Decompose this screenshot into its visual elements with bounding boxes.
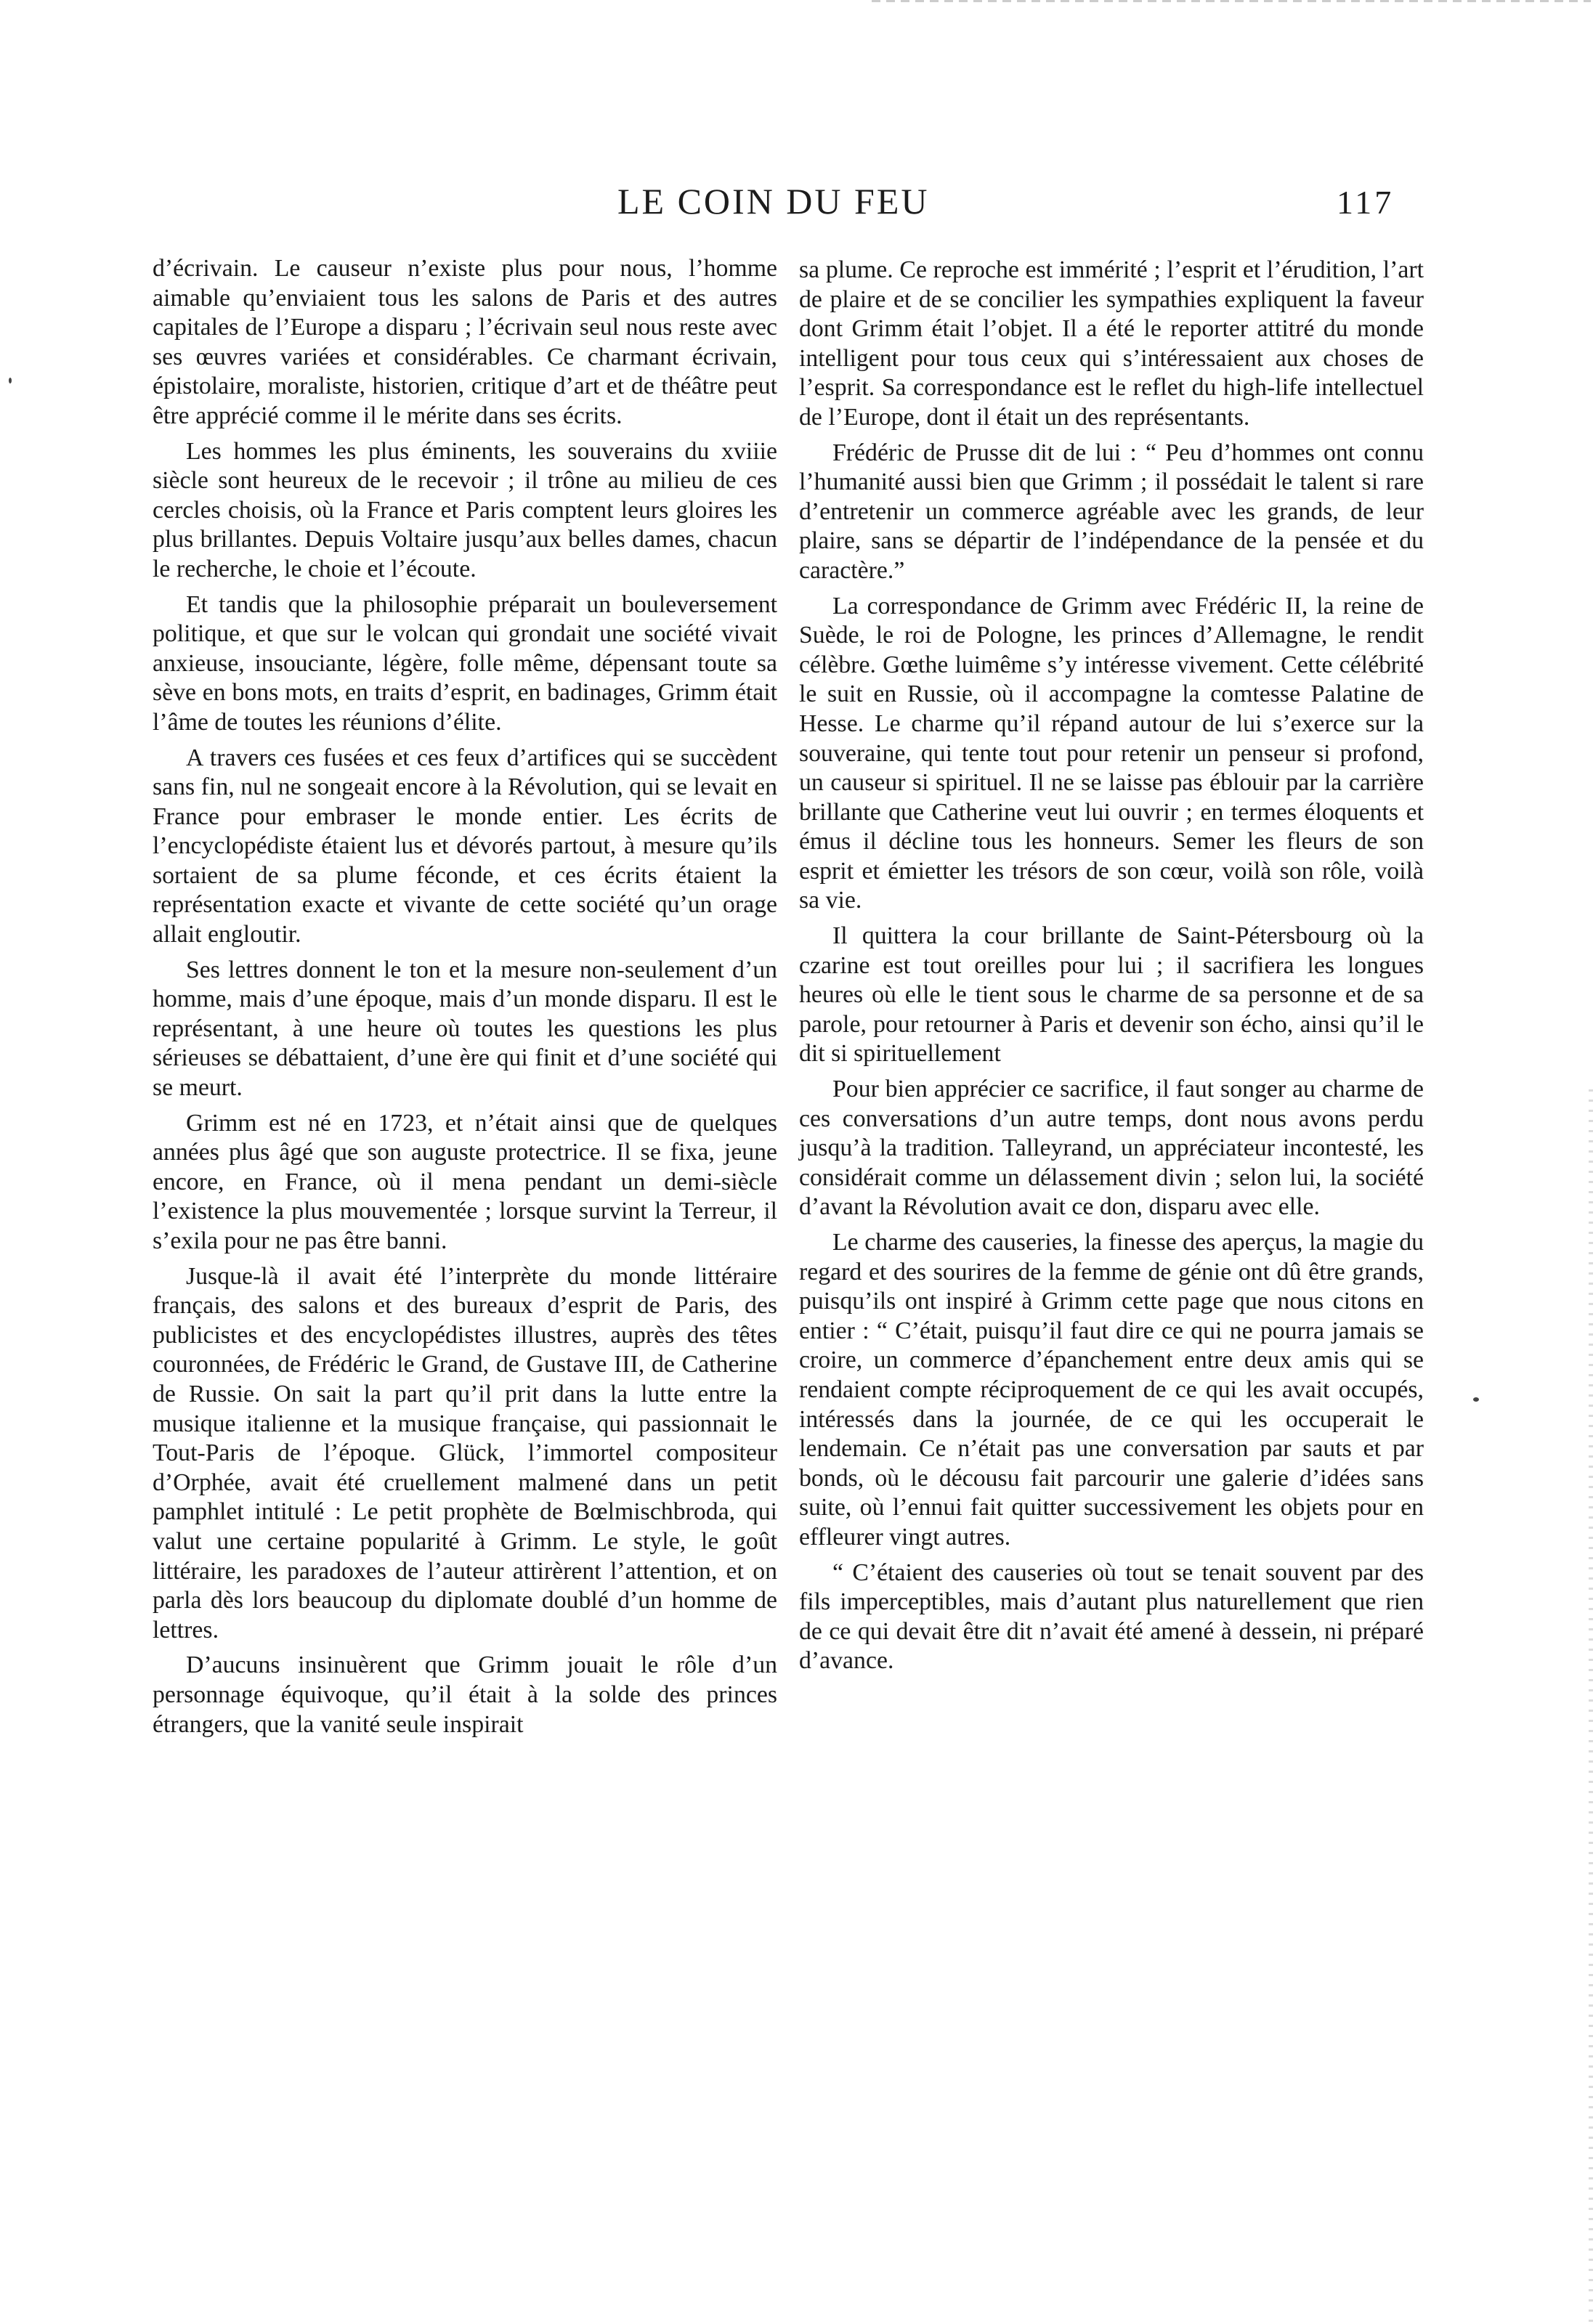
paragraph: Ses lettres donnent le ton et la mesure non-seulement d’un homme, mais d’une époque, mais d’un monde disparu. Il est le représentant, à une heure où toutes les questions les plus sérieuses se débattaient, d’une ère qui finit et d’une société qui se meurt. <box>153 956 777 1102</box>
ink-speck <box>9 378 12 383</box>
paragraph: Pour bien apprécier ce sacrifice, il faut songer au charme de ces conversations d’un autre temps, dont nous avons perdu jusqu’à la tradition. Talleyrand, un appréciateur incontesté, les considérait comme un délassement divin ; selon lui, la société d’avant la Révolution avait ce don, disparu avec elle. <box>799 1076 1424 1221</box>
paragraph: D’aucuns insinuèrent que Grimm jouait le rôle d’un personnage équivoque, qu’il était à la solde des princes étrangers, que la vanité seule inspirait <box>153 1651 777 1738</box>
paragraph: sa plume. Ce reproche est immérité ; l’esprit et l’érudition, l’art de plaire et de se concilier les sympathies expliquent la faveur dont Grimm était l’objet. Il a été le reporter attitré du monde intelligent pour tous ceux qui s’intéressaient aux choses de l’esprit. Sa correspondance est le reflet du high-life intellectuel de l’Europe, dont il était un des représentants. <box>799 256 1424 431</box>
paragraph: Le charme des causeries, la finesse des aperçus, la magie du regard et des sourires de la femme de génie ont dû être grands, puisqu’ils ont inspiré à Grimm cette page que nous citons en entier : “ C’était, puisqu’il faut dire ce qui ne pourra jamais se croire, un commerce d’épanchement entre deux amis qui se rendaient compte réciproquement de ce qui les avait occupés, intéressés dans la journée, de ce qui les occuperait le lendemain. Ce n’était pas une conversation par sauts et par bonds, où le décousu fait parcourir une galerie d’idées sans suite, où l’ennui fait quitter successivement les objets pour en effleurer vingt autres. <box>799 1229 1424 1551</box>
left-column <box>153 254 777 1745</box>
paragraph: Il quittera la cour brillante de Saint-Pétersbourg où la czarine est tout oreilles pour lui ; il sacrifiera les longues heures où elle le tient sous le charme de sa personne et de sa parole, pour retourner à Paris et devenir son écho, ainsi qu’il le dit si spirituellement <box>799 922 1424 1068</box>
scan-edge-top <box>872 0 1591 2</box>
paragraph: Et tandis que la philosophie préparait un bouleversement politique, et que sur le volcan qui grondait une société vivait anxieuse, insouciante, légère, folle même, dépensant toute sa sève en bons mots, en traits d’esprit, en badinages, Grimm était l’âme de toutes les réunions d’élite. <box>153 590 777 736</box>
running-head: LE COIN DU FEU <box>617 181 930 222</box>
paragraph: d’écrivain. Le causeur n’existe plus pour nous, l’homme aimable qu’enviaient tous les salons de Paris et des autres capitales de l’Europe a disparu ; l’écrivain seul nous reste avec ses œuvres variées et considérables. Ce charmant écrivain, épistolaire, moraliste, historien, critique d’art et de théâtre peut être apprécié comme il le mérite dans ses écrits. <box>153 255 777 429</box>
paragraph: Frédéric de Prusse dit de lui : “ Peu d’hommes ont connu l’humanité aussi bien que Grimm ; il possédait le talent si rare d’entretenir un commerce agréable avec les grands, de leur plaire, sans se départir de l’indépendance de la pensée et du caractère.” <box>799 439 1424 584</box>
page-number: 117 <box>1337 184 1395 221</box>
paragraph: Jusque-là il avait été l’interprète du monde littéraire français, des salons et des bureaux d’esprit de Paris, des publicistes et des encyclopédistes illustres, auprès des têtes couronnées, de Frédéric le Grand, de Gustave III, de Catherine de Russie. On sait la part qu’il prit dans la lutte entre la musique italienne et la musique française, qui passionnait le Tout-Paris de l’époque. Glück, l’immortel compositeur d’Orphée, avait été cruellement malmené dans un petit pamphlet intitulé : Le petit prophète de Bœlmischbroda, qui valut une certaine popularité à Grimm. Le style, le goût littéraire, les paradoxes de l’auteur attirèrent l’attention, et on parla dès lors beaucoup du diplomate doublé d’un homme de lettres. <box>153 1262 777 1644</box>
paragraph: A travers ces fusées et ces feux d’artifices qui se succèdent sans fin, nul ne songeait encore à la Révolution, qui se levait en France pour embraser le monde entier. Les écrits de l’encyclopédiste étaient lus et dévorés partout, à mesure qu’ils sortaient de sa plume féconde, et ces écrits étaient la représentation exacte et vivante de cette société qu’un orage allait engloutir. <box>153 744 777 948</box>
paragraph: Grimm est né en 1723, et n’était ainsi que de quelques années plus âgé que son auguste protectrice. Il se fixa, jeune encore, en France, où il mena pendant un demi-siècle l’existence la plus mouvementée ; lorsque survint la Terreur, il s’exila pour ne pas être banni. <box>153 1109 777 1254</box>
paragraph: La correspondance de Grimm avec Frédéric II, la reine de Suède, le roi de Pologne, les princes d’Allemagne, le rendit célèbre. Gœthe luimême s’y intéresse vivement. Cette célébrité le suit en Russie, où il accompagne la comtesse Palatine de Hesse. Le charme qu’il répand autour de lui s’exerce sur la souveraine, qui tente tout pour retenir un penseur si profond, un causeur si spirituel. Il ne se laisse pas éblouir par la carrière brillante que Catherine veut lui ouvrir ; en termes éloquents et émus il décline tous les honneurs. Semer les fleurs de son esprit et émietter les trésors de son cœur, voilà son rôle, voilà sa vie. <box>799 592 1424 914</box>
right-column <box>799 256 1424 1682</box>
scan-edge-right <box>1589 1089 1593 2324</box>
paragraph: Les hommes les plus éminents, les souverains du xviiie siècle sont heureux de le recevoir ; il trône au milieu de ces cercles choisis, où la France et Paris comptent leurs gloires les plus brillantes. Depuis Voltaire jusqu’aux belles dames, chacun le recherche, le choie et l’écoute. <box>153 437 777 582</box>
ink-speck <box>1473 1397 1479 1402</box>
paragraph: “ C’étaient des causeries où tout se tenait souvent par des fils imperceptibles, mais d’autant plus naturellement que rien de ce qui devait être dit n’avait été amené à dessein, ni préparé d’avance. <box>799 1559 1424 1675</box>
